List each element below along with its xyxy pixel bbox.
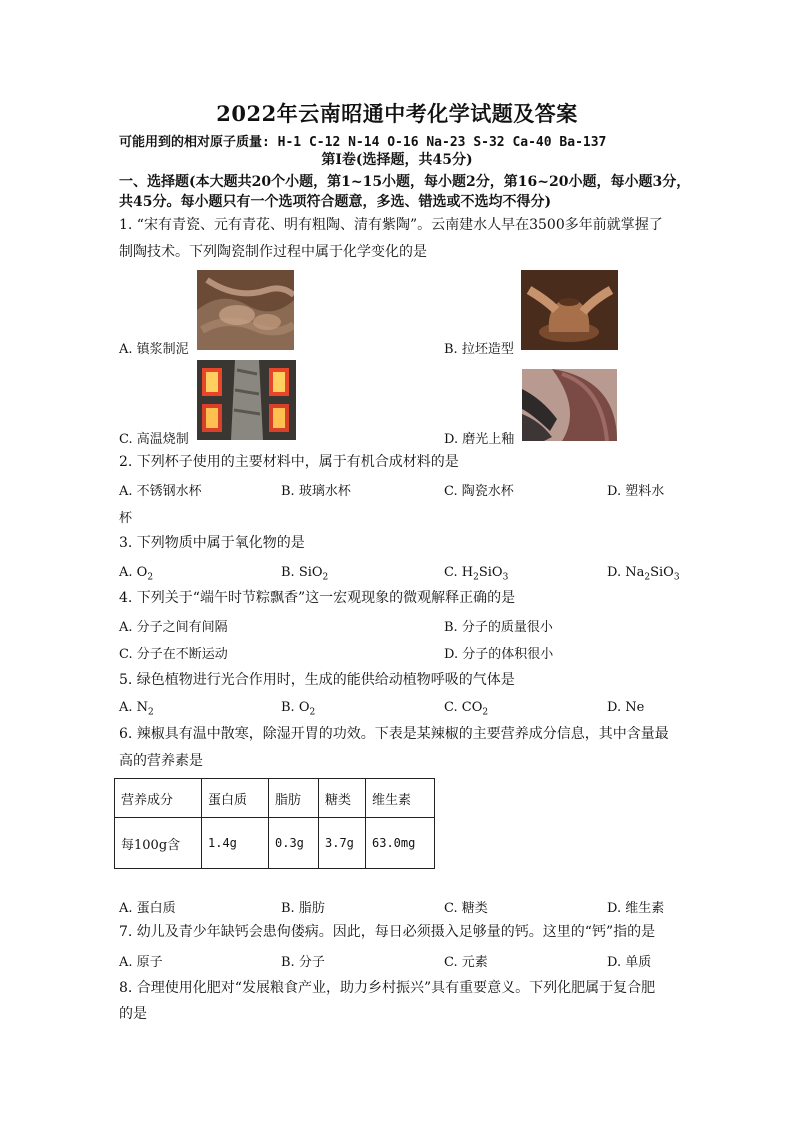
q6-stem-line1: 6. 辣椒具有温中散寒，除湿开胃的功效。下表是某辣椒的主要营养成分信息，其中含量最	[119, 726, 669, 742]
volume-heading: 第Ⅰ卷(选择题，共45分)	[321, 152, 473, 168]
q5-option-b: B. $O_2$	[281, 700, 316, 718]
page-title: 2022年云南昭通中考化学试题及答案	[216, 101, 578, 126]
q2-stem: 2. 下列杯子使用的主要材料中，属于有机合成材料的是	[119, 454, 459, 470]
q3-option-d: D. $Na_2SiO_3$	[607, 565, 680, 583]
table-header-cell: 蛋白质	[202, 779, 269, 818]
q1-stem-line1: 1. “宋有青瓷、元有青花、明有粗陶、清有紫陶”。云南建水人早在3500多年前就掌握了	[119, 217, 663, 233]
table-header-cell: 维生素	[366, 779, 435, 818]
clay-mixing-photo	[197, 270, 294, 350]
table-cell: 63.0mg	[366, 818, 435, 869]
q7-option-a: A. 原子	[119, 955, 163, 970]
q4-stem: 4. 下列关于“端午时节粽飘香”这一宏观现象的微观解释正确的是	[119, 590, 516, 606]
section-instructions-line1: 一、选择题(本大题共20个小题，第1~15小题，每小题2分，第16~20小题，每小题3分，	[119, 174, 691, 190]
q6-stem-line2: 高的营养素是	[119, 753, 203, 769]
q6-option-c: C. 糖类	[444, 901, 488, 916]
kiln-firing-photo	[197, 360, 296, 440]
q6-option-a: A. 蛋白质	[119, 901, 176, 916]
q1-option-b: B. 拉坯造型	[444, 342, 514, 357]
q6-option-d: D. 维生素	[607, 901, 665, 916]
q7-stem: 7. 幼儿及青少年缺钙会患佝偻病。因此，每日必须摄入足够量的钙。这里的“钙”指的是	[119, 924, 656, 940]
table-header-cell: 营养成分	[115, 779, 202, 818]
q2-option-d: D. 塑料水	[607, 484, 665, 499]
q8-stem-line2: 的是	[119, 1006, 147, 1022]
q5-option-a: A. $N_2$	[119, 700, 154, 718]
q1-option-c: C. 高温烧制	[119, 432, 189, 447]
glazing-photo	[522, 369, 617, 441]
table-cell: 0.3g	[269, 818, 319, 869]
atomic-mass-line: 可能用到的相对原子质量: H-1 C-12 N-14 O-16 Na-23 S-32 Ca-40 Ba-137	[119, 135, 607, 150]
table-header-cell: 脂肪	[269, 779, 319, 818]
q3-stem: 3. 下列物质中属于氧化物的是	[119, 535, 305, 551]
q7-option-c: C. 元素	[444, 955, 488, 970]
q3-option-c: C. $H_2SiO_3$	[444, 565, 509, 583]
table-row	[115, 818, 435, 869]
q8-stem-line1: 8. 合理使用化肥对“发展粮食产业，助力乡村振兴”具有重要意义。下列化肥属于复合肥	[119, 980, 656, 996]
section-instructions-line2: 共45分。每小题只有一个选项符合题意，多选、错选或不选均不得分)	[119, 194, 552, 210]
table-header-row	[115, 779, 435, 818]
table-cell: 1.4g	[202, 818, 269, 869]
q7-option-d: D. 单质	[607, 955, 652, 970]
q7-option-b: B. 分子	[281, 955, 325, 970]
q4-option-a: A. 分子之间有间隔	[119, 620, 228, 635]
q2-option-c: C. 陶瓷水杯	[444, 484, 514, 499]
table-header-cell: 糖类	[319, 779, 366, 818]
pottery-wheel-photo	[521, 270, 618, 350]
table-cell: 每100g含	[115, 818, 202, 869]
q5-stem: 5. 绿色植物进行光合作用时，生成的能供给动植物呼吸的气体是	[119, 672, 515, 688]
q4-option-d: D. 分子的体积很小	[444, 647, 554, 662]
q1-option-a: A. 镇浆制泥	[119, 342, 189, 357]
q5-option-c: C. $CO_2$	[444, 700, 489, 718]
q2-option-d-wrap: 杯	[119, 511, 133, 526]
q4-option-c: C. 分子在不断运动	[119, 647, 228, 662]
q3-option-b: B. SiO$_2$	[281, 565, 329, 583]
q6-option-b: B. 脂肪	[281, 901, 325, 916]
q5-option-d: D. Ne	[607, 700, 645, 715]
q3-option-a: A. $O_2$	[119, 565, 154, 583]
q1-stem-line2: 制陶技术。下列陶瓷制作过程中属于化学变化的是	[119, 244, 427, 260]
q2-option-a: A. 不锈钢水杯	[119, 484, 202, 499]
q2-option-b: B. 玻璃水杯	[281, 484, 351, 499]
q1-option-d: D. 磨光上釉	[444, 432, 515, 447]
table-cell: 3.7g	[319, 818, 366, 869]
nutrition-table	[114, 778, 435, 869]
q4-option-b: B. 分子的质量很小	[444, 620, 553, 635]
